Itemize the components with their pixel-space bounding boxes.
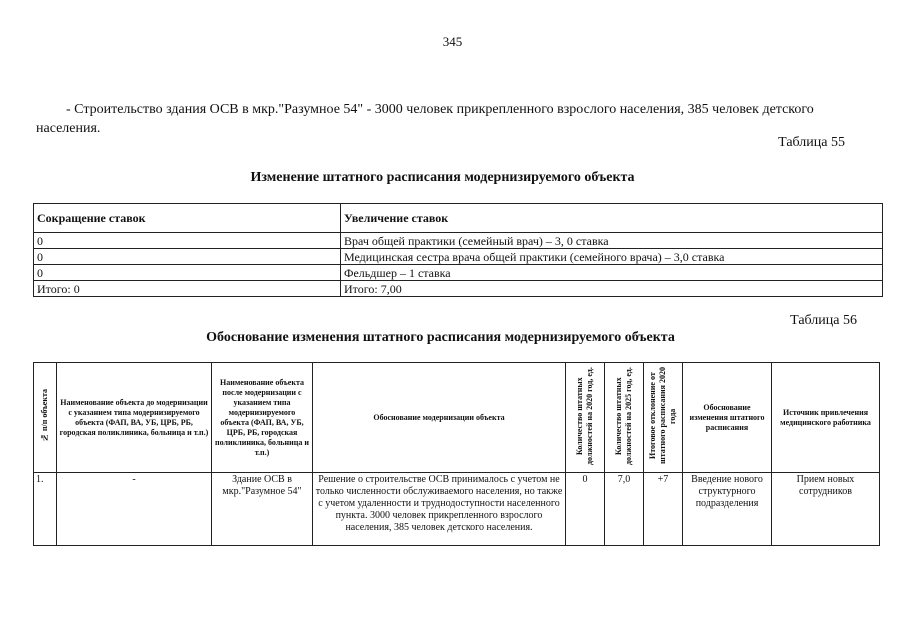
table-header-row xyxy=(34,363,880,473)
reduction-total: Итого: 0 xyxy=(34,281,341,297)
cell-change-reason: Введение нового структурного подразделения xyxy=(683,473,772,546)
table-header-row xyxy=(34,204,883,233)
header-object-after: Наименование объекта после модернизации с указанием типа модернизируемого объекта (ФАП, ВА, УБ, ЦРБ, РБ, городская поликлиника, больница и т.п.) xyxy=(212,363,313,473)
header-change-reason: Обоснование изменения штатного расписания xyxy=(683,363,772,473)
reduction-cell: 0 xyxy=(34,265,341,281)
cell-object-after: Здание ОСВ в мкр."Разумное 54" xyxy=(212,473,313,546)
header-modernization-justification: Обоснование модернизации объекта xyxy=(313,363,566,473)
table-55-title: Изменение штатного расписания модернизируемого объекта xyxy=(250,170,635,185)
staffing-justification-table xyxy=(33,362,880,546)
table-row xyxy=(34,249,883,265)
header-deviation: Итоговое отклонение от штатного расписания 2020 года xyxy=(644,363,683,473)
header-object-before: Наименование объекта до модернизации с указанием типа модернизируемого объекта (ФАП, ВА, УБ, ЦРБ, РБ, городская поликлиника, больница и т.п.) xyxy=(57,363,212,473)
header-count-2020: Количество штатных должностей на 2020 год, ед. xyxy=(566,363,605,473)
table-row xyxy=(34,473,880,546)
reduction-cell: 0 xyxy=(34,249,341,265)
increase-cell: Медицинская сестра врача общей практики (семейного врача) – 3,0 ставка xyxy=(341,249,883,265)
cell-count-2025: 7,0 xyxy=(605,473,644,546)
table-row xyxy=(34,265,883,281)
header-reduction: Сокращение ставок xyxy=(34,204,341,233)
header-count-2025: Количество штатных должностей на 2025 год, ед. xyxy=(605,363,644,473)
header-increase: Увеличение ставок xyxy=(341,204,883,233)
reduction-cell: 0 xyxy=(34,233,341,249)
increase-cell: Фельдшер – 1 ставка xyxy=(341,265,883,281)
intro-paragraph: - Строительство здания ОСВ в мкр."Разумное 54" - 3000 человек прикрепленного взрослого населения, 385 человек детского населения. xyxy=(36,102,814,136)
cell-modernization-justification: Решение о строительстве ОСВ принималось с учетом не только численности обслуживаемого населения, но также с учетом удаленности и труднодоступности населенного пункта. 3000 человек прикрепленного взрослого населения, 385 человек детского населения. xyxy=(313,473,566,546)
table-55-caption: Таблица 55 xyxy=(778,135,845,150)
header-object-number: № п/п объекта xyxy=(34,363,57,473)
page-number: 345 xyxy=(442,34,463,49)
staffing-change-table xyxy=(33,203,883,297)
table-56-caption: Таблица 56 xyxy=(790,313,857,328)
cell-deviation: +7 xyxy=(644,473,683,546)
table-row xyxy=(34,233,883,249)
header-worker-source: Источник привлечения медицинского работника xyxy=(772,363,880,473)
cell-object-before: - xyxy=(57,473,212,546)
increase-cell: Врач общей практики (семейный врач) – 3, 0 ставка xyxy=(341,233,883,249)
increase-total: Итого: 7,00 xyxy=(341,281,883,297)
table-total-row xyxy=(34,281,883,297)
cell-worker-source: Прием новых сотрудников xyxy=(772,473,880,546)
cell-count-2020: 0 xyxy=(566,473,605,546)
cell-object-number: 1. xyxy=(34,473,57,546)
table-56-title: Обоснование изменения штатного расписания модернизируемого объекта xyxy=(206,330,675,345)
